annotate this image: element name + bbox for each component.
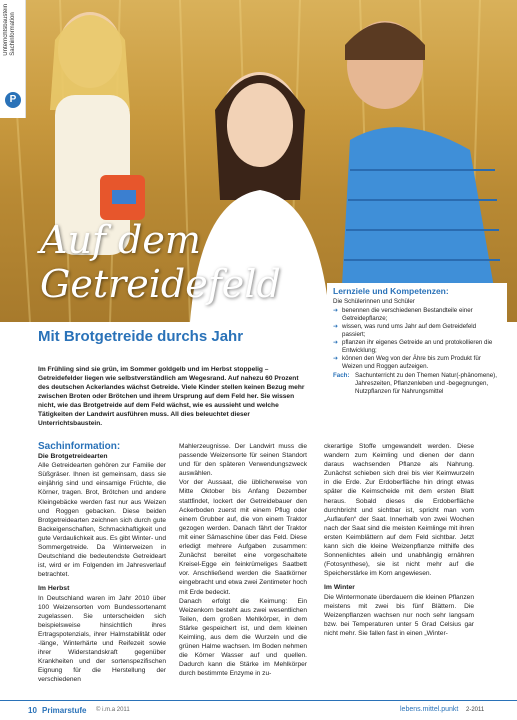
hero-title-line2: Getreidefeld xyxy=(40,262,281,306)
learning-goals-list xyxy=(333,307,501,371)
section-heading: Sachinformation: xyxy=(38,441,121,452)
subheading: Die Brotgetreidearten xyxy=(38,453,108,461)
article-intro: Im Frühling sind sie grün, im Sommer goldgelb und im Herbst stoppelig – Getreidefelder liegen wie selbstverständlich am Wegesrand. Auf nahezu 60 Prozent des deutschen Ackerlandes wächst Getreide. Viele Kinder stellen keinen Bezug mehr zwischen Broten oder Brötchen und ihrem Ursprung auf dem Feld her. Sie wissen nicht, wie das Brotgetreide auf dem Feld wächst, wie es aussieht und welche Tätigkeiten der Landwirt ausführen muss. All dies beleuchtet dieser Unterrichtsbaustein. xyxy=(38,366,305,427)
sidebar-label: Unterrichtsbaustein Sachinformation xyxy=(3,4,16,56)
subheading: Im Winter xyxy=(324,584,355,592)
page-number: 10 xyxy=(28,706,37,715)
paragraph: Mahlerzeugnisse. Der Landwirt muss die passende Weizensorte für seinen Standort und für den späteren Verwendungszweck auswählen. xyxy=(179,443,307,478)
page-footer xyxy=(0,703,517,720)
learning-goals-intro: Die Schülerinnen und Schüler xyxy=(333,298,415,305)
sidebar-tab xyxy=(0,0,26,118)
text-column-3 xyxy=(324,442,474,638)
hero-photo xyxy=(0,0,517,322)
list-item: ➜ wissen, was rund ums Jahr auf dem Getreidefeld passiert; xyxy=(333,323,501,339)
paragraph: In Deutschland waren im Jahr 2010 über 100 Weizensorten vom Bundessortenamt zugelassen. Sie unterscheiden sich beispielsweise hinsichtlich ihres Ertragspotenzials, ihrer Halmstabilität oder -länge, Winterhärte und Reifezeit sowie ihrer Widerstandskraft gegenüber Krankheiten und der sortenspezifischen Eignung für die Herstellung der verschiedenen xyxy=(38,594,166,684)
magazine-logo: lebens.mittel.punkt xyxy=(400,706,459,713)
text-column-2 xyxy=(179,442,307,678)
hero-title-line1: Auf dem xyxy=(40,218,201,262)
learning-goals-heading: Lernziele und Kompetenzen: xyxy=(333,286,449,296)
subject-info xyxy=(333,372,501,396)
subject-text: Sachunterricht zu den Themen Natur(-phänomene), Jahreszeiten, Pflanzenleben und -begegnungen, Nutzpflanzen für Nahrungsmittel xyxy=(355,372,497,395)
article-heading: Mit Brotgetreide durchs Jahr xyxy=(38,328,244,345)
subject-label: Fach: xyxy=(333,372,350,379)
list-item: ➜ pflanzen ihr eigenes Getreide an und protokollieren die Entwicklung; xyxy=(333,339,501,355)
list-item: ➜ können den Weg von der Ähre bis zum Produkt für Weizen und Roggen aufzeigen. xyxy=(333,355,501,371)
section-label: Primarstufe xyxy=(42,706,87,715)
copyright: © i.m.a 2011 xyxy=(96,707,130,713)
primary-badge: P xyxy=(5,92,21,108)
paragraph: Vor der Aussaat, die üblicherweise von Mitte Oktober bis Anfang Dezember stattfindet, lockert der Getreidebauer den Ackerboden zuerst mit einem Pflug oder einem Grubber auf, die von einem Traktor gezogen werden. Danach fährt der Traktor mit einer Sämaschine über das Feld. Diese erledigt mehrere Aufgaben zusammen: Zunächst bereitet eine vorgeschaltete Kreisel-Egge ein feinkrümeliges Saatbett vor. Anschließend werden die Saatkörner eingebracht und etwa zwei Zentimeter hoch mit Erde bedeckt. xyxy=(179,479,307,596)
paragraph: Die Wintermonate überdauern die kleinen Pflanzen meistens mit zwei bis fünf Blättern. Die Weizenpflanzen wachsen nur noch sehr langsam bzw. bei Temperaturen unter 5 Grad Celsius gar nicht mehr. Sie fallen fast in einen „Winter- xyxy=(324,593,474,637)
subheading: Im Herbst xyxy=(38,585,70,593)
paragraph: Danach erfolgt die Keimung: Ein Weizenkorn besteht aus zwei wesentlichen Teilen, dem großen Mehlkörper, in dem Stärke gespeichert ist, und dem kleinen Keimling, aus dem die Wurzeln und die grünen Halme wachsen. Im Boden nehmen die Körner Wasser auf und quellen. Dadurch kann die Stärke im Mehlkörper durch bestimmte Enzyme in zu- xyxy=(179,597,307,678)
paragraph: Alle Getreidearten gehören zur Familie der Süßgräser. Ihnen ist gemeinsam, dass sie einjährig sind und einsamige Früchte, die Körner, tragen. Brot, Brötchen und andere Kleingebäcke werden fast nur aus Weizen und Roggen gebacken. Diese beiden Brotgetreidearten zeichnen sich durch gute Backeigenschaften, Schmackhaftigkeit und gute Verdaulichkeit aus. Es gibt Winter- und Sommergetreide. Da Winterweizen in Deutschland die bedeutendste Getreideart ist, wird er im Folgenden im Jahresverlauf betrachtet. xyxy=(38,462,166,579)
list-item: ➜ benennen die verschiedenen Bestandteile einer Getreidepflanze; xyxy=(333,307,501,323)
text-column-1 xyxy=(38,442,166,684)
paragraph: ckerartige Stoffe umgewandelt werden. Diese wandern zum Keimling und dienen der dann daraus wachsenden Pflanze als Nahrung. Zunächst schieben sich drei bis vier Keimwurzeln in die Erde. Zur Erdoberfläche hin dringt etwas später die Keimscheide mit dem ersten Blatt heraus. Sobald dieses die Erdoberfläche durchbricht und sichtbar ist, spricht man vom „Auflaufen“ der Saat. Innerhalb von zwei Wochen nach der Saat sind die meisten Keimlinge mit ihren ersten Keimblättern auf dem Feld sichtbar. Jetzt kann sich die kleine Weizenpflanze mithilfe des Sonnenlichtes allein und unabhängig ernähren (Fotosynthese), sie ist nicht mehr auf die Speicherstärke im Korn angewiesen. xyxy=(324,443,474,578)
hero-title xyxy=(40,218,281,306)
issue-number: 2-2011 xyxy=(466,707,485,713)
learning-goals-box xyxy=(327,283,507,438)
footer-divider xyxy=(0,700,517,701)
